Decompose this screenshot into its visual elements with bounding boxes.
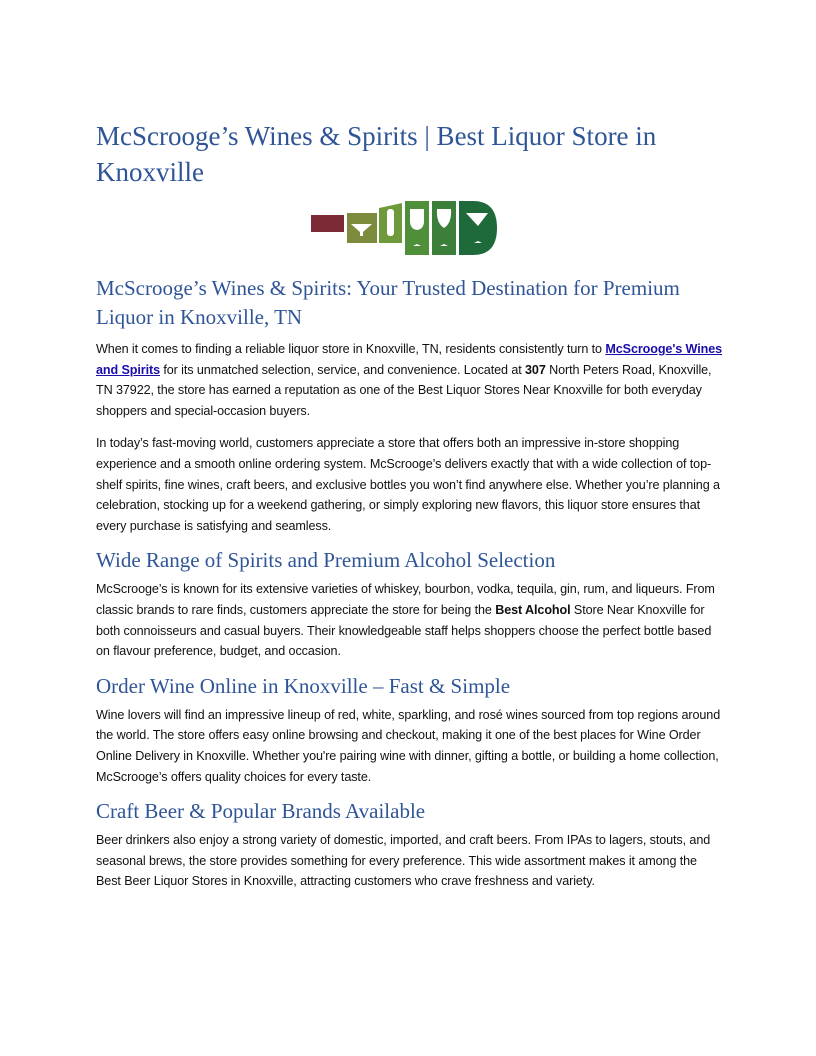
- paragraph-text: Store Near Knoxville for both connoisseurs and casual buyers. Their knowledgeable staff helps shoppers choose the perfect bottle based on flavour preference, budget, and occasion.: [96, 602, 712, 659]
- section4-heading: Craft Beer & Popular Brands Available: [96, 799, 426, 824]
- section1-paragraph-2: In today’s fast-moving world, customers appreciate a store that offers both an impressive in-store shopping experience and a smooth online ordering system. McScrooge’s delivers exactly that with a wide collection of top-shelf spirits, fine wines, craft beers, and exclusive bottles you won’t find anywhere else. Whether you’re planning a celebration, stocking up for a weekend gathering, or simply exploring new flavors, this liquor store ensures that every purchase is satisfying and seamless.: [96, 436, 720, 533]
- section3-paragraph: Wine lovers will find an impressive lineup of red, white, sparkling, and rosé wines sourced from top regions around the world. The store offers easy online browsing and checkout, making it one of the best places for Wine Order Online Delivery in Knoxville. Whether you're pairing wine with dinner, gifting a bottle, or building a home collection, McScrooge’s offers quality choices for every taste.: [96, 707, 721, 784]
- paragraph-text: North Peters Road, Knoxville, TN 37922, the store has earned a reputation as one of the Best Liquor Stores Near Knoxville for both everyday shoppers and special-occasion buyers.: [96, 362, 712, 418]
- section1-paragraph-1: [96, 339, 724, 421]
- section1-heading: McScrooge’s Wines & Spirits: Your Trusted Destination for Premium Liquor in Knoxville, TN: [96, 276, 680, 329]
- section2-paragraph: [96, 579, 724, 661]
- paragraph-text: for its unmatched selection, service, and convenience. Located at: [159, 362, 526, 377]
- section4-paragraph: Beer drinkers also enjoy a strong variety of domestic, imported, and craft beers. From IPAs to lagers, stouts, and seasonal brews, the store provides something for every preference. This wide assortment makes it among the Best Beer Liquor Stores in Knoxville, attracting customers who crave freshness and variety.: [96, 833, 711, 889]
- bottle-logo-icon: [311, 199, 501, 257]
- page-title: McScrooge’s Wines & Spirits | Best Liquor Store in Knoxville: [96, 121, 657, 187]
- logo-container: [96, 199, 724, 257]
- document-page: [96, 118, 724, 892]
- bold-text: Best Alcohol: [495, 602, 571, 617]
- section3-heading: Order Wine Online in Knoxville – Fast & Simple: [96, 673, 511, 698]
- paragraph-text: McScrooge’s is known for its extensive varieties of whiskey, bourbon, vodka, tequila, gin, rum, and liqueurs. From classic brands to rare finds, customers appreciate the store for being the: [96, 582, 715, 617]
- section2-heading: Wide Range of Spirits and Premium Alcohol Selection: [96, 548, 556, 573]
- paragraph-text: When it comes to finding a reliable liquor store in Knoxville, TN, residents consistently turn to: [96, 342, 606, 356]
- bold-text: 307: [525, 362, 546, 377]
- mcscrooges-link[interactable]: McScrooge's Wines and Spirits: [96, 342, 723, 377]
